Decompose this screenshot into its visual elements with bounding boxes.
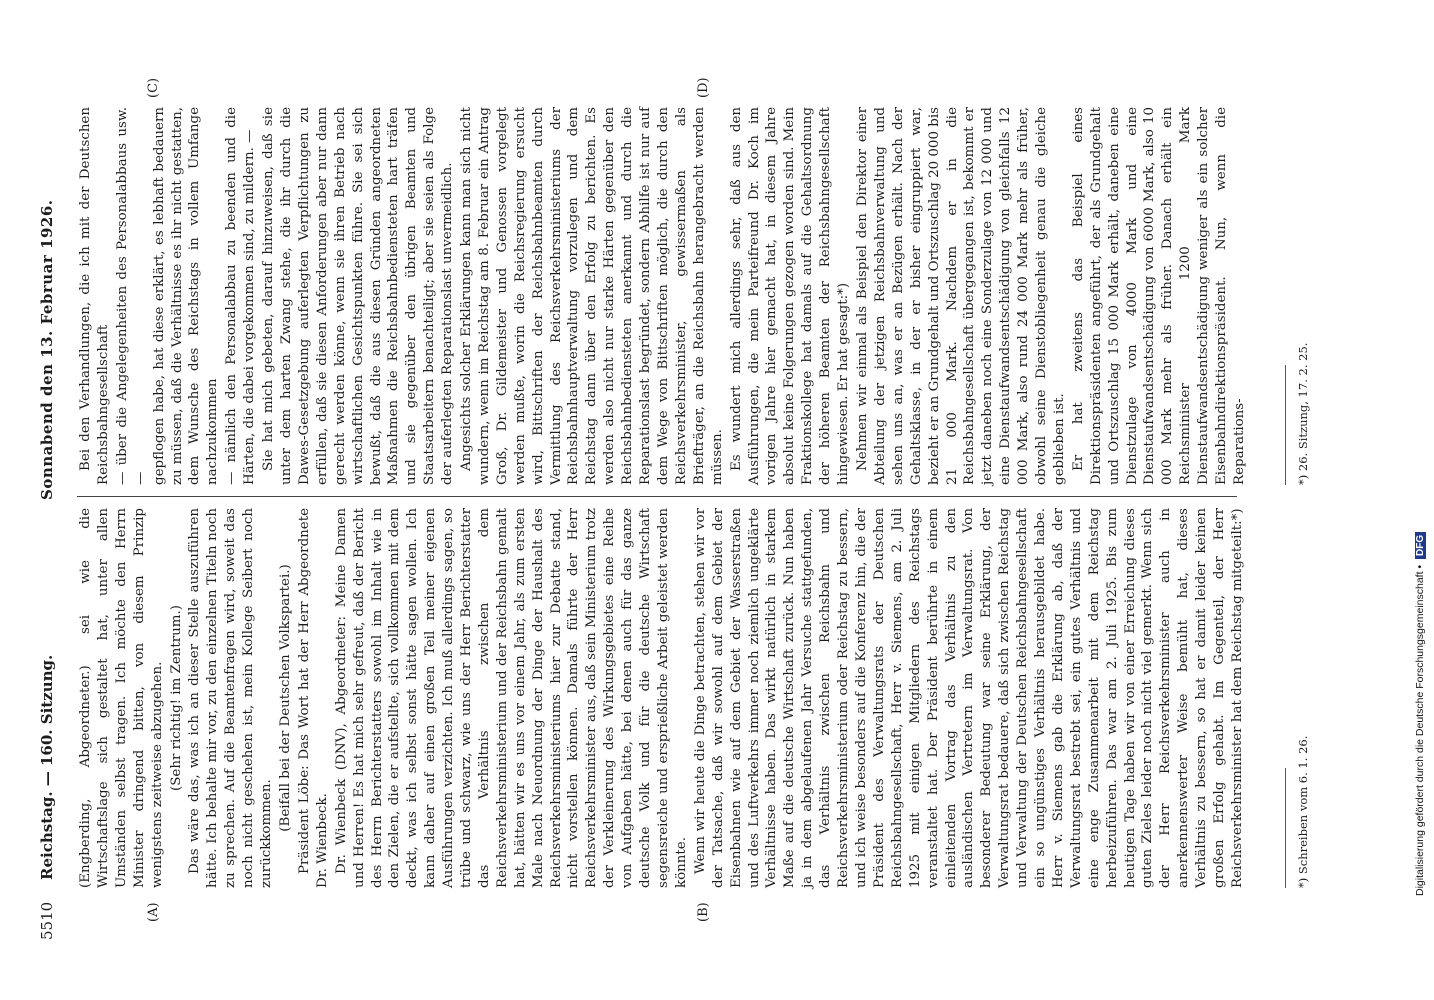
page-number: 5510 — [38, 901, 56, 940]
interjection: (Beifall bei der Deutschen Volkspartei.) — [277, 564, 293, 832]
paragraph: Er hat zweitens das Beispiel eines Direktionspräsidenten angeführt, der als Grundgehalt und Ortszuschlag 15 000 Mark erhält, daneben eine Dienstzulage von 4000 Mark und eine Dienstaufwandsentschädigung von 6000 Mark, also 10 000 Mark mehr als früher. Danach erhält ein Reichsminister 1200 Mark Dienstaufwandsentschädigung weniger als ein solcher Eisenbahndirektionspräsident. Nun, wenn die Reparations- — [1070, 107, 1247, 485]
dfg-logo: DFG — [1415, 532, 1426, 559]
paragraph: Präsident Löbe: Das Wort hat der Herr Abgeordnete Dr. Wienbeck. — [296, 508, 330, 888]
paragraph: Es wundert mich allerdings sehr, daß aus den Ausführungen, die mein Parteifreund Dr. Koch im vorigen Jahre hier gemacht hat, in diesem Jahre absolut keine Folgerungen gezogen worden sind. Mein Fraktionskollege hat damals auf die Gehaltsordnung der höheren Beamten der Reichsbahngesellschaft hingewiesen. Er hat gesagt:*) — [728, 107, 852, 485]
paragraph: Nehmen wir einmal als Beispiel den Direktor einer Abteilung der jetzigen Reichsbahnverwaltung und sehen uns an, was er an Bezügen erhält. Nach der Gehaltsklasse, in der er bisher eingruppiert war, bezieht er an Grundgehalt und Ortszuschlag 20 000 bis 21 000 Mark. Nachdem er in die Reichsbahngesellschaft übergegangen ist, bekommt er jetzt daneben noch eine Sonderzulage von 12 000 und eine Dienstaufwandsentschädigung von gleichfalls 12 000 Mark, also rund 24 000 Mark mehr als früher, obwohl seine Dienstobliegenheit genau die gleiche geblieben ist. — [854, 107, 1067, 485]
paragraph: (Engberding, Abgeordneter.) sei wie die Wirtschaftslage sich gestaltet hat, unter allen Umständen selbst tragen. Ich möchte den Herrn Minister dringend bitten, von diesem Prinzip wenigstens zeitweise abzugehen. — [78, 508, 165, 888]
footnote-right: *) 26. Sitzung, 17. 2. 25. — [1296, 342, 1310, 485]
header-date: Sonnabend den 13. Februar 1926. — [38, 199, 56, 500]
paragraph: Angesichts solcher Erklärungen kann man sich nicht wundern, wenn im Reichstag am 8. Februar ein Antrag Groß, Dr. Gildemeister und Genossen vorgelegt werden mußte, worin die Reichsregierung ersucht wird, Bittschriften der Reichsbahnbeamten durch Vermittlung des Reichsverkehrsministeriums der Reichsbahnhauptverwaltung vorzulegen und dem Reichstag dann über den Erfolg zu berichten. Es werden also nicht nur starke Härten gegenüber den Reichsbahnbediensteten anerkannt und durch die Reparationslast begründet, sondern Abhilfe ist nur auf dem Wege von Bittschriften möglich, die durch den Reichsverkehrsminister, gewissermaßen als Briefträger, an die Reichsbahn herangebracht werden müssen. — [459, 107, 725, 485]
paragraph: — nämlich den Personalabbau zu beenden und die Härten, die dabei vorgekommen sind, zu mildern. — — [224, 107, 258, 485]
paragraph: Das wäre das, was ich an dieser Stelle auszuführen hätte. Ich behalte mir vor, zu den einzelnen Titeln noch zu sprechen. Auf die Beamtenfragen wird, soweit das noch nicht geschehen ist, mein Kollege Seibert noch zurückkommen. — [187, 508, 275, 888]
paragraph: Sie hat mich gebeten, darauf hinzuweisen, daß sie unter dem harten Zwang stehe, die ihr durch die Dawes-Gesetzgebung auferlegten Verpflichtungen zu erfüllen, daß sie diesen Anforderungen aber nur dann gerecht werden könne, wenn sie ihren Betrieb nach wirtschaftlichen Gesichtspunkten führe. Sie sei sich bewußt, daß die aus diesen Gründen angeordneten Maßnahmen die Reichsbahnbediensteten hart träfen und sie gegenüber den übrigen Beamten und Staatsarbeitern benachteiligt; aber sie seien als Folge der auferlegten Reparationslast unvermeidlich. — [261, 107, 456, 485]
paragraph: Dr. Wienbeck (DNV), Abgeordneter: Meine Damen und Herren! Es hat mich sehr gefreut, daß der Bericht des Herrn Berichterstatters sowohl im Inhalt wie in den Zielen, die er aufstellte, sich vollkommen mit dem deckt, was ich selbst sonst hätte sagen wollen. Ich kann daher auf einen großen Teil meiner eigenen Ausführungen verzichten. Ich muß allerdings sagen, so trübe und schwarz, wie uns der Herr Berichterstatter das Verhältnis zwischen dem Reichsverkehrsministerium und der Reichsbahn gemalt hat, hätten wir es uns vor einem Jahr, als zum ersten Male nach Neuordnung der Dinge der Haushalt des Reichsverkehrsministeriums hier zur Debatte stand, nicht vorstellen können. Damals führte der Herr Reichsverkehrsminister aus, daß sein Ministerium trotz der Verkleinerung des Wirkungsgebietes eine Reihe von Aufgaben hätte, bei denen auch für das ganze deutsche Volk und für die deutsche Wirtschaft segensreiche und ersprießliche Arbeit geleistet werden könnte. — [333, 508, 689, 888]
footnote-rule — [1285, 768, 1286, 888]
paragraph: gepflogen habe, hat diese erklärt, es lebhaft bedauern zu müssen, daß die Verhältnisse es ihr nicht gestatten, dem Wunsche des Reichstags in vollem Umfange nachzukommen — [151, 107, 221, 485]
margin-mark-c: (C) — [146, 77, 161, 98]
credit-text: Digitalisierung gefördert durch die Deutsche Forschungsgemeinschaft • — [1414, 564, 1426, 896]
margin-mark-d: (D) — [696, 77, 711, 98]
right-column — [77, 107, 1250, 485]
running-header — [35, 60, 63, 940]
interjection: (Sehr richtig! im Zentrum.) — [168, 605, 184, 791]
footnote-left: *) Schreiben vom 6. 1. 26. — [1296, 735, 1310, 888]
margin-mark-b: (B) — [696, 902, 711, 922]
header-title: Reichstag. — 160. Sitzung. — [38, 654, 56, 880]
paragraph: Bei den Verhandlungen, die ich mit der Deutschen Reichsbahngesellschaft — [78, 107, 111, 485]
paragraph: Wenn wir heute die Dinge betrachten, stehen wir vor der Tatsache, daß wir sowohl auf dem Gebiet der Eisenbahnen wie auf dem Gebiet der Wasserstraßen und des Luftverkehrs immer noch ziemlich ungeklärte Verhältnisse haben. Das wirkt natürlich in starkem Maße auf die deutsche Wirtschaft zurück. Nun haben ja in dem abgelaufenen Jahr Versuche stattgefunden, das Verhältnis zwischen Reichsbahn und Reichsverkehrsministerium oder Reichstag zu bessern, und ich weise besonders auf die Konferenz hin, die der Präsident des Verwaltungsrats der Deutschen Reichsbahngesellschaft, Herr v. Siemens, am 2. Juli 1925 mit einigen Mitgliedern des Reichstags veranstaltet hat. Der Präsident berührte in einem einleitenden Vortrag das Verhältnis zu den ausländischen Vertretern im Verwaltungsrat. Von besonderer Bedeutung war seine Erklärung, der Verwaltungsrat bedauere, daß sich zwischen Reichstag und Verwaltung der Deutschen Reichsbahngesellschaft ein so ungünstiges Verhältnis herausgebildet habe. Herr v. Siemens gab die Erklärung ab, daß der Verwaltungsrat bestrebt sei, ein gutes Verhältnis und eine enge Zusammenarbeit mit dem Reichstag herbeizuführen. Das war am 2. Juli 1925. Bis zum heutigen Tage haben wir von einer Erreichung dieses guten Zieles leider noch nicht viel gemerkt. Wenn sich der Herr Reichsverkehrsminister auch in anerkennenswerter Weise bemüht hat, dieses Verhältnis zu bessern, so hat er damit leider keinen großen Erfolg gehabt. Im Gegenteil, der Herr Reichsverkehrsminister hat dem Reichstag mitgeteilt:*) — [692, 508, 1245, 888]
footnote-rule — [1285, 365, 1286, 485]
left-column — [77, 508, 1248, 888]
column-divider — [77, 496, 1237, 497]
rotated-page-content — [35, 60, 1365, 940]
margin-mark-a: (A) — [146, 902, 161, 922]
digitization-credit — [1400, 0, 1434, 1000]
paragraph: — über die Angelegenheiten des Personalabbaus usw. — — [114, 107, 148, 485]
